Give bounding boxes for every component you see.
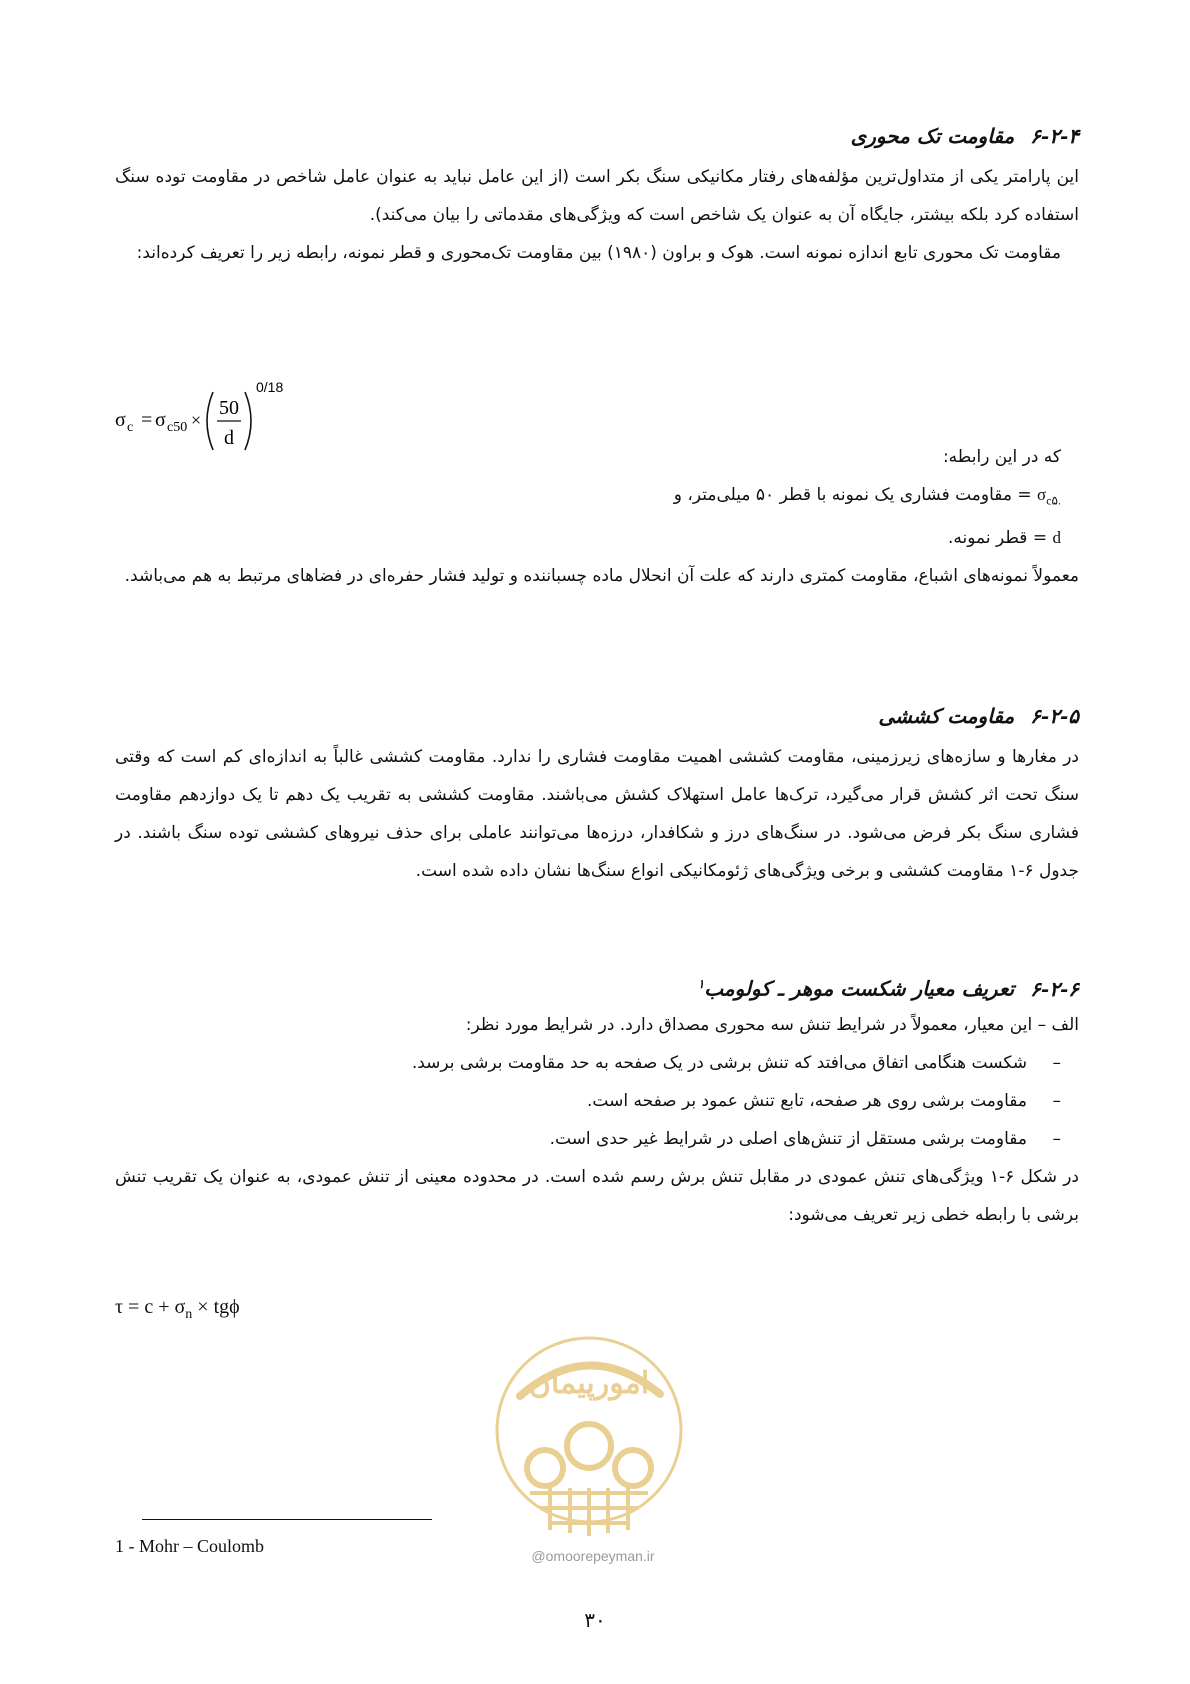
section-6-footnote-ref: ۱ — [697, 977, 705, 991]
criterion-condition-item: –شکست هنگامی اتفاق می‌افتد که تنش برشی در یک صفحه به حد مقاومت برشی برسد. — [115, 1044, 1061, 1082]
formula-plus: + — [158, 1296, 170, 1318]
section-6-heading — [115, 970, 1079, 1003]
section-5-title: مقاومت کششی — [878, 704, 1015, 728]
formula-rhs-sigma: σ — [155, 409, 166, 431]
formula-rhs-sub: c50 — [167, 420, 188, 435]
watermark-gear-center — [567, 1424, 611, 1468]
section-4-title: مقاومت تک محوری — [850, 124, 1015, 148]
watermark-gear-left — [527, 1450, 563, 1486]
formula-times: × — [191, 410, 202, 430]
footnote-divider — [142, 1519, 432, 1520]
watermark-gear-right — [615, 1450, 651, 1486]
formula-numerator: 50 — [219, 397, 239, 419]
watermark-logo-text: امورپیمان — [528, 1366, 650, 1401]
section-6-body — [115, 1006, 1079, 1234]
formula-c: c — [144, 1296, 154, 1318]
definition-d — [115, 519, 1079, 557]
criterion-conditions-list — [115, 1044, 1079, 1158]
section-6-number: ۶-۲-۶ — [1030, 976, 1079, 1001]
list-dash: – — [1052, 1091, 1061, 1111]
list-dash: – — [1052, 1129, 1061, 1149]
formula-sigma: $\sigma_n$ — [174, 1296, 193, 1322]
formula-tau: τ — [115, 1296, 124, 1318]
section-4-paragraph-2: مقاومت تک محوری تابع اندازه نمونه است. هوک و براون (۱۹۸۰) بین مقاومت تک‌محوری و قطر نمونه، رابطه زیر را تعریف کرده‌اند: — [136, 243, 1061, 263]
definition-sigma-text: = مقاومت فشاری یک نمونه با قطر ۵۰ میلی‌متر، و — [673, 485, 1032, 505]
definition-d-text: = قطر نمونه. — [947, 528, 1048, 549]
section-6-paragraph-2: در شکل ۶-۱ ویژگی‌های تنش عمودی در مقابل تنش برش رسم شده است. در محدوده معینی از تنش عمودی، به عنوان یک تقریب تنش برشی با رابطه خطی زیر تعریف می‌شود: — [115, 1167, 1079, 1225]
formula-eq: = — [128, 1296, 140, 1318]
section-4-heading — [115, 122, 1079, 150]
list-dash: – — [1052, 1053, 1061, 1073]
footnote-mohr-coulomb: 1 - Mohr – Coulomb — [115, 1536, 265, 1556]
page-number: ۳۰ — [584, 1608, 606, 1632]
section-6-title: تعریف معیار شکست موهر ـ کولومب — [704, 976, 1015, 1001]
section-4-paragraph-3: معمولاً نمونه‌های اشباع، مقاومت کمتری دارند که علت آن انحلال ماده چسباننده و تولید فشار حفره‌ای در فضاهای مرتبط به هم می‌باشد. — [124, 566, 1079, 587]
formula-denominator: d — [224, 427, 234, 449]
mohr-coulomb-formula — [115, 1296, 240, 1323]
section-4-number: ۶-۲-۴ — [1030, 124, 1079, 148]
section-5-body — [115, 738, 1079, 890]
criterion-condition-item: –مقاومت برشی مستقل از تنش‌های اصلی در شرایط غیر حدی است. — [115, 1120, 1061, 1158]
section-4-definitions — [115, 438, 1079, 595]
formula-lhs-sub: c — [127, 420, 134, 435]
criterion-condition-item: –مقاومت برشی روی هر صفحه، تابع تنش عمود بر صفحه است. — [115, 1082, 1061, 1120]
formula-times: × — [197, 1296, 209, 1318]
section-4-paragraph-1: این پارامتر یکی از متداول‌ترین مؤلفه‌های رفتار مکانیکی سنگ بکر است (از این عامل نباید به عنوان عامل شاخص در مقاومت توده سنگ استفاده کرد بلکه بیشتر، جایگاه آن به عنوان یک شاخص است که ویژگی‌های مقدماتی را بیان می‌کند). — [115, 167, 1079, 225]
formula-tg-phi: tgϕ — [213, 1296, 240, 1318]
section-5-heading — [115, 702, 1079, 730]
watermark-url: @omoorepeyman.ir — [531, 1548, 655, 1564]
formula-lhs-sigma: σ — [115, 409, 126, 431]
section-4-body — [115, 158, 1079, 272]
watermark-logo — [490, 1318, 688, 1558]
definition-d-symbol: d — [1052, 528, 1061, 548]
formula-equals: = — [141, 409, 153, 431]
section-6-intro: الف – این معیار، معمولاً در شرایط تنش سه محوری مصداق دارد. در شرایط مورد نظر: — [465, 1015, 1079, 1035]
definition-sigma-symbol: $\sigma_{c۵.}$ — [1037, 485, 1061, 508]
definition-sigma-c50 — [115, 476, 1079, 519]
where-label: که در این رابطه: — [942, 447, 1061, 467]
section-5-number: ۶-۲-۵ — [1030, 704, 1079, 728]
formula-exponent: 0/18 — [256, 379, 284, 395]
section-5-paragraph-1: در مغارها و سازه‌های زیرزمینی، مقاومت کششی اهمیت مقاومت فشاری را ندارد. مقاومت کششی غالباً به اندازه‌ای کم است که وقتی سنگ تحت اثر کشش قرار می‌گیرد، ترک‌ها عامل استهلاک کشش می‌باشند. مقاومت کششی به تقریب یک دهم تا یک دوازدهم مقاومت فشاری سنگ بکر فرض می‌شود. در سنگ‌های درز و شکافدار، درزه‌ها می‌توانند عاملی برای حذف نیروهای کششی توده سنگ باشند. در جدول ۶-۱ مقاومت کششی و برخی ویژگی‌های ژئومکانیکی انواع سنگ‌ها نشان داده شده است. — [115, 747, 1079, 881]
